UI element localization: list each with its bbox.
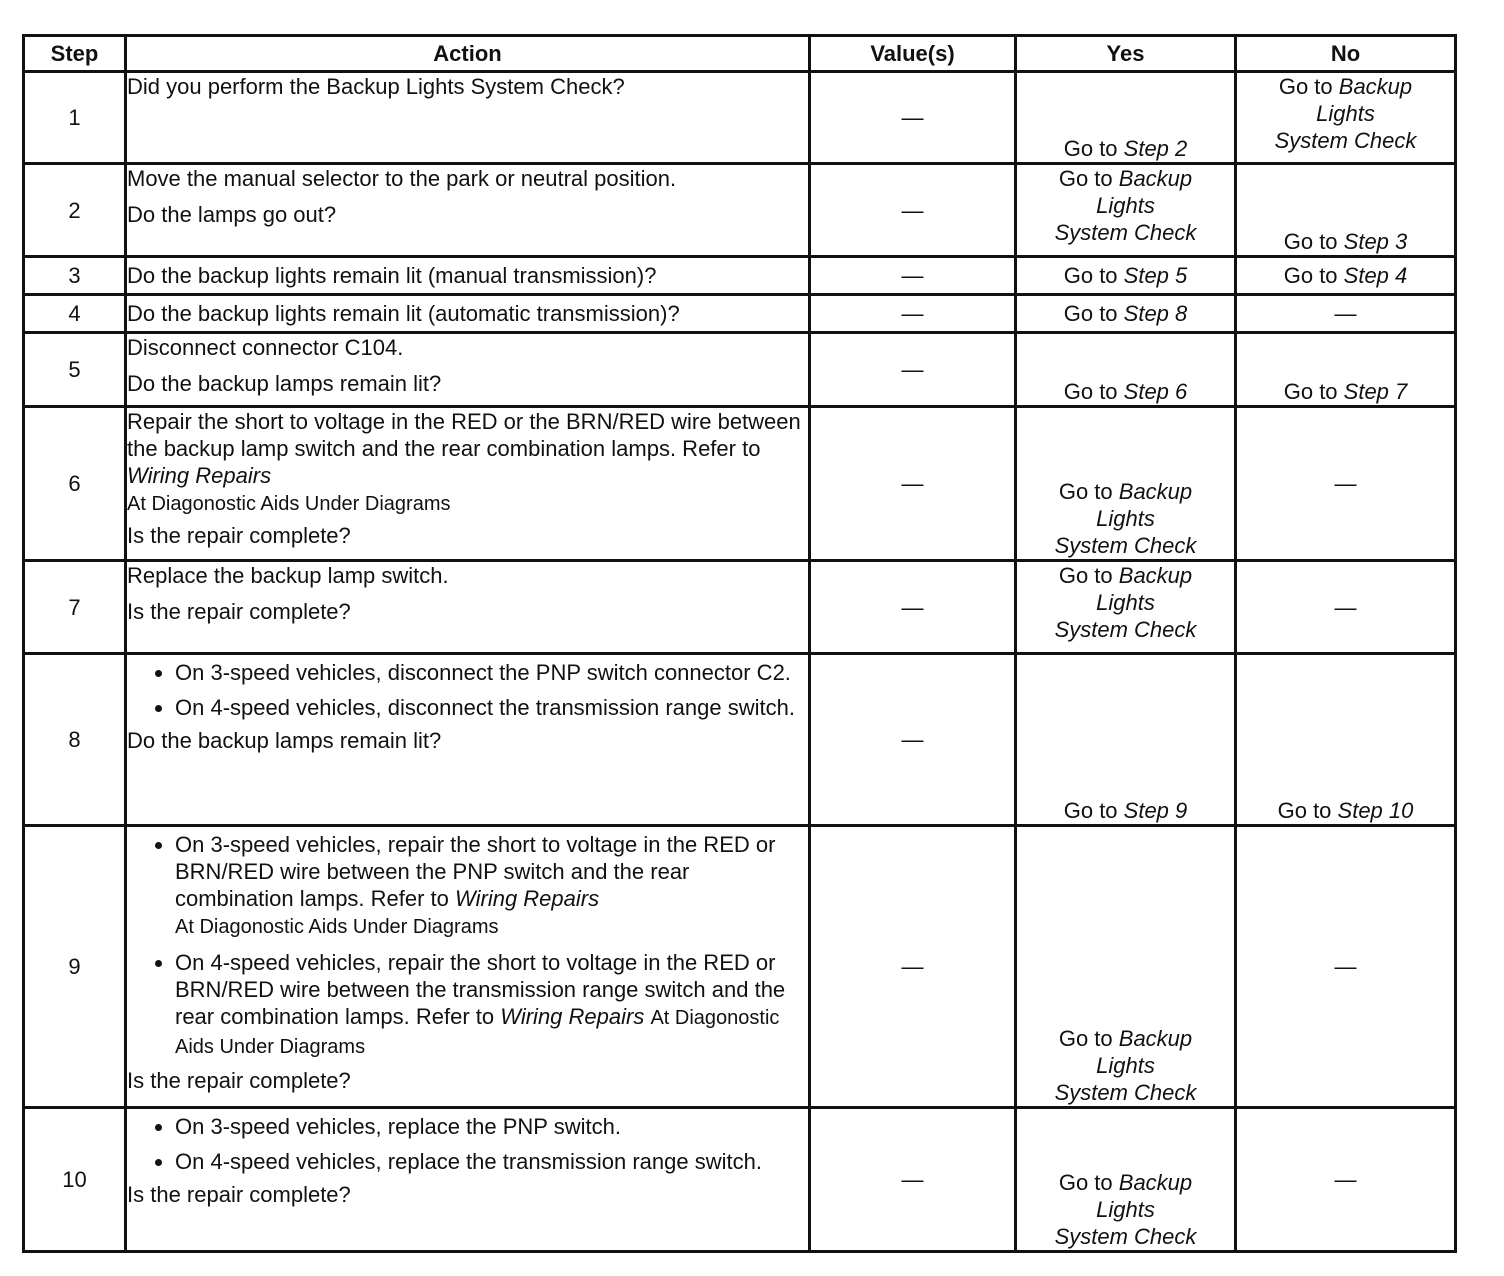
action-cell	[126, 654, 810, 826]
step-number: 5	[24, 333, 126, 407]
action-cell	[126, 257, 810, 295]
yes-cell	[1016, 407, 1236, 561]
list-item	[175, 831, 808, 941]
step-number: 9	[24, 826, 126, 1108]
table-row	[24, 72, 1456, 164]
table-row	[24, 407, 1456, 561]
no-cell	[1236, 333, 1456, 407]
value-cell: —	[810, 826, 1016, 1108]
yes-cell	[1016, 72, 1236, 164]
yes-cell	[1016, 654, 1236, 826]
yes-cell	[1016, 295, 1236, 333]
yes-target-line1: Backup	[1118, 1170, 1193, 1195]
bullet-list	[127, 659, 808, 721]
action-question: Do the lamps go out?	[127, 202, 337, 227]
action-text-body: Repair the short to voltage in the RED or the BRN/RED wire between the backup lamp switch and the rear combination lamps. Refer to	[127, 409, 801, 461]
yes-target-line3: System Check	[1054, 1080, 1197, 1105]
table-row	[24, 333, 1456, 407]
no-target: Step 7	[1343, 379, 1408, 404]
reference-location: At Diagonostic Aids Under Diagrams	[175, 1007, 780, 1058]
yes-target-line3: System Check	[1054, 533, 1197, 558]
no-cell: —	[1236, 826, 1456, 1108]
action-cell	[126, 826, 810, 1108]
value-cell: —	[810, 164, 1016, 257]
action-question: Do the backup lamps remain lit?	[127, 371, 442, 396]
action-text: Disconnect connector C104.	[127, 335, 404, 360]
yes-target-line1: Backup	[1118, 166, 1193, 191]
action-question: Do the backup lamps remain lit?	[127, 728, 442, 753]
no-cell: —	[1236, 1108, 1456, 1252]
yes-target: Step 5	[1123, 263, 1188, 288]
step-number: 1	[24, 72, 126, 164]
bullet-list	[127, 1113, 808, 1175]
no-cell	[1236, 72, 1456, 164]
bullet-list	[127, 831, 808, 1061]
table-row	[24, 561, 1456, 654]
header-values: Value(s)	[810, 36, 1016, 72]
yes-prefix: Go to	[1058, 1170, 1119, 1195]
step-number: 10	[24, 1108, 126, 1252]
header-no: No	[1236, 36, 1456, 72]
table-row	[24, 295, 1456, 333]
action-question: Do the backup lights remain lit (manual transmission)?	[127, 263, 657, 288]
no-target-line1: Backup	[1338, 74, 1413, 99]
reference-location: At Diagonostic Aids Under Diagrams	[127, 493, 451, 515]
table-row	[24, 164, 1456, 257]
value-cell: —	[810, 407, 1016, 561]
no-prefix: Go to	[1277, 798, 1338, 823]
yes-target-line3: System Check	[1054, 1224, 1197, 1249]
yes-target-line1: Backup	[1118, 479, 1193, 504]
list-item-text: On 3-speed vehicles, repair the short to voltage in the RED or BRN/RED wire between the PNP switch and the rear combination lamps. Refer to	[175, 832, 776, 911]
yes-target: Step 8	[1123, 301, 1188, 326]
no-cell: —	[1236, 295, 1456, 333]
step-number: 6	[24, 407, 126, 561]
action-cell	[126, 164, 810, 257]
no-target: Step 10	[1337, 798, 1414, 823]
no-prefix: Go to	[1283, 263, 1344, 288]
yes-target: Step 6	[1123, 379, 1188, 404]
value-cell: —	[810, 333, 1016, 407]
yes-prefix: Go to	[1058, 479, 1119, 504]
list-item	[175, 949, 808, 1061]
action-question: Is the repair complete?	[127, 523, 351, 548]
value-cell: —	[810, 561, 1016, 654]
no-cell	[1236, 654, 1456, 826]
action-text	[127, 408, 808, 518]
action-question: Is the repair complete?	[127, 1068, 351, 1093]
action-text: Replace the backup lamp switch.	[127, 563, 449, 588]
value-cell: —	[810, 257, 1016, 295]
yes-target-line2: Lights	[1096, 1197, 1155, 1222]
action-cell	[126, 407, 810, 561]
header-step: Step	[24, 36, 126, 72]
step-number: 8	[24, 654, 126, 826]
action-cell	[126, 1108, 810, 1252]
no-target: Step 4	[1343, 263, 1408, 288]
table-row	[24, 826, 1456, 1108]
no-cell	[1236, 257, 1456, 295]
step-number: 3	[24, 257, 126, 295]
list-item: • On 4-speed vehicles, replace the transmission range switch.	[175, 1148, 808, 1175]
no-prefix: Go to	[1283, 229, 1344, 254]
yes-target: Step 2	[1123, 136, 1188, 161]
action-cell	[126, 295, 810, 333]
yes-target-line3: System Check	[1054, 220, 1197, 245]
action-cell	[126, 561, 810, 654]
yes-target-line1: Backup	[1118, 1026, 1193, 1051]
wiring-repairs-ref: Wiring Repairs	[500, 1004, 645, 1029]
no-cell: —	[1236, 407, 1456, 561]
yes-target-line2: Lights	[1096, 1053, 1155, 1078]
list-item-text: On 4-speed vehicles, repair the short to voltage in the RED or BRN/RED wire between the transmission range switch and the rear combination lamps. Refer to	[175, 950, 786, 1029]
table-row	[24, 257, 1456, 295]
list-item: • On 3-speed vehicles, disconnect the PNP switch connector C2.	[175, 659, 808, 686]
value-cell: —	[810, 295, 1016, 333]
yes-target-line2: Lights	[1096, 506, 1155, 531]
yes-cell	[1016, 826, 1236, 1108]
yes-cell	[1016, 561, 1236, 654]
no-cell: —	[1236, 561, 1456, 654]
no-target-line2: Lights	[1316, 101, 1375, 126]
no-prefix: Go to	[1278, 74, 1339, 99]
wiring-repairs-ref: Wiring Repairs	[455, 886, 600, 911]
yes-cell	[1016, 257, 1236, 295]
action-question: Is the repair complete?	[127, 599, 351, 624]
no-target-line3: System Check	[1274, 128, 1417, 153]
action-text: Move the manual selector to the park or neutral position.	[127, 166, 677, 191]
step-number: 2	[24, 164, 126, 257]
diagnostic-table	[22, 34, 1457, 1253]
yes-prefix: Go to	[1058, 1026, 1119, 1051]
yes-target-line1: Backup	[1118, 563, 1193, 588]
action-question: Do the backup lights remain lit (automatic transmission)?	[127, 301, 680, 326]
value-cell: —	[810, 1108, 1016, 1252]
no-prefix: Go to	[1283, 379, 1344, 404]
list-item: • On 3-speed vehicles, replace the PNP switch.	[175, 1113, 808, 1140]
yes-prefix: Go to	[1063, 301, 1124, 326]
yes-target-line3: System Check	[1054, 617, 1197, 642]
list-item: • On 4-speed vehicles, disconnect the transmission range switch.	[175, 694, 808, 721]
yes-target-line2: Lights	[1096, 193, 1155, 218]
no-target: Step 3	[1343, 229, 1408, 254]
value-cell: —	[810, 72, 1016, 164]
step-number: 7	[24, 561, 126, 654]
yes-prefix: Go to	[1063, 263, 1124, 288]
no-cell	[1236, 164, 1456, 257]
yes-prefix: Go to	[1058, 563, 1119, 588]
yes-cell	[1016, 1108, 1236, 1252]
step-number: 4	[24, 295, 126, 333]
action-question: Is the repair complete?	[127, 1182, 351, 1207]
yes-target: Step 9	[1123, 798, 1188, 823]
header-yes: Yes	[1016, 36, 1236, 72]
wiring-repairs-ref: Wiring Repairs	[127, 463, 272, 488]
value-cell: —	[810, 654, 1016, 826]
reference-location: At Diagonostic Aids Under Diagrams	[175, 916, 499, 938]
table-row	[24, 1108, 1456, 1252]
header-row	[24, 36, 1456, 72]
yes-cell	[1016, 164, 1236, 257]
action-question: Did you perform the Backup Lights System Check?	[127, 74, 625, 99]
yes-prefix: Go to	[1058, 166, 1119, 191]
table-row	[24, 654, 1456, 826]
yes-target-line2: Lights	[1096, 590, 1155, 615]
yes-prefix: Go to	[1063, 379, 1124, 404]
yes-cell	[1016, 333, 1236, 407]
action-cell	[126, 72, 810, 164]
yes-prefix: Go to	[1063, 136, 1124, 161]
action-cell	[126, 333, 810, 407]
header-action: Action	[126, 36, 810, 72]
yes-prefix: Go to	[1063, 798, 1124, 823]
